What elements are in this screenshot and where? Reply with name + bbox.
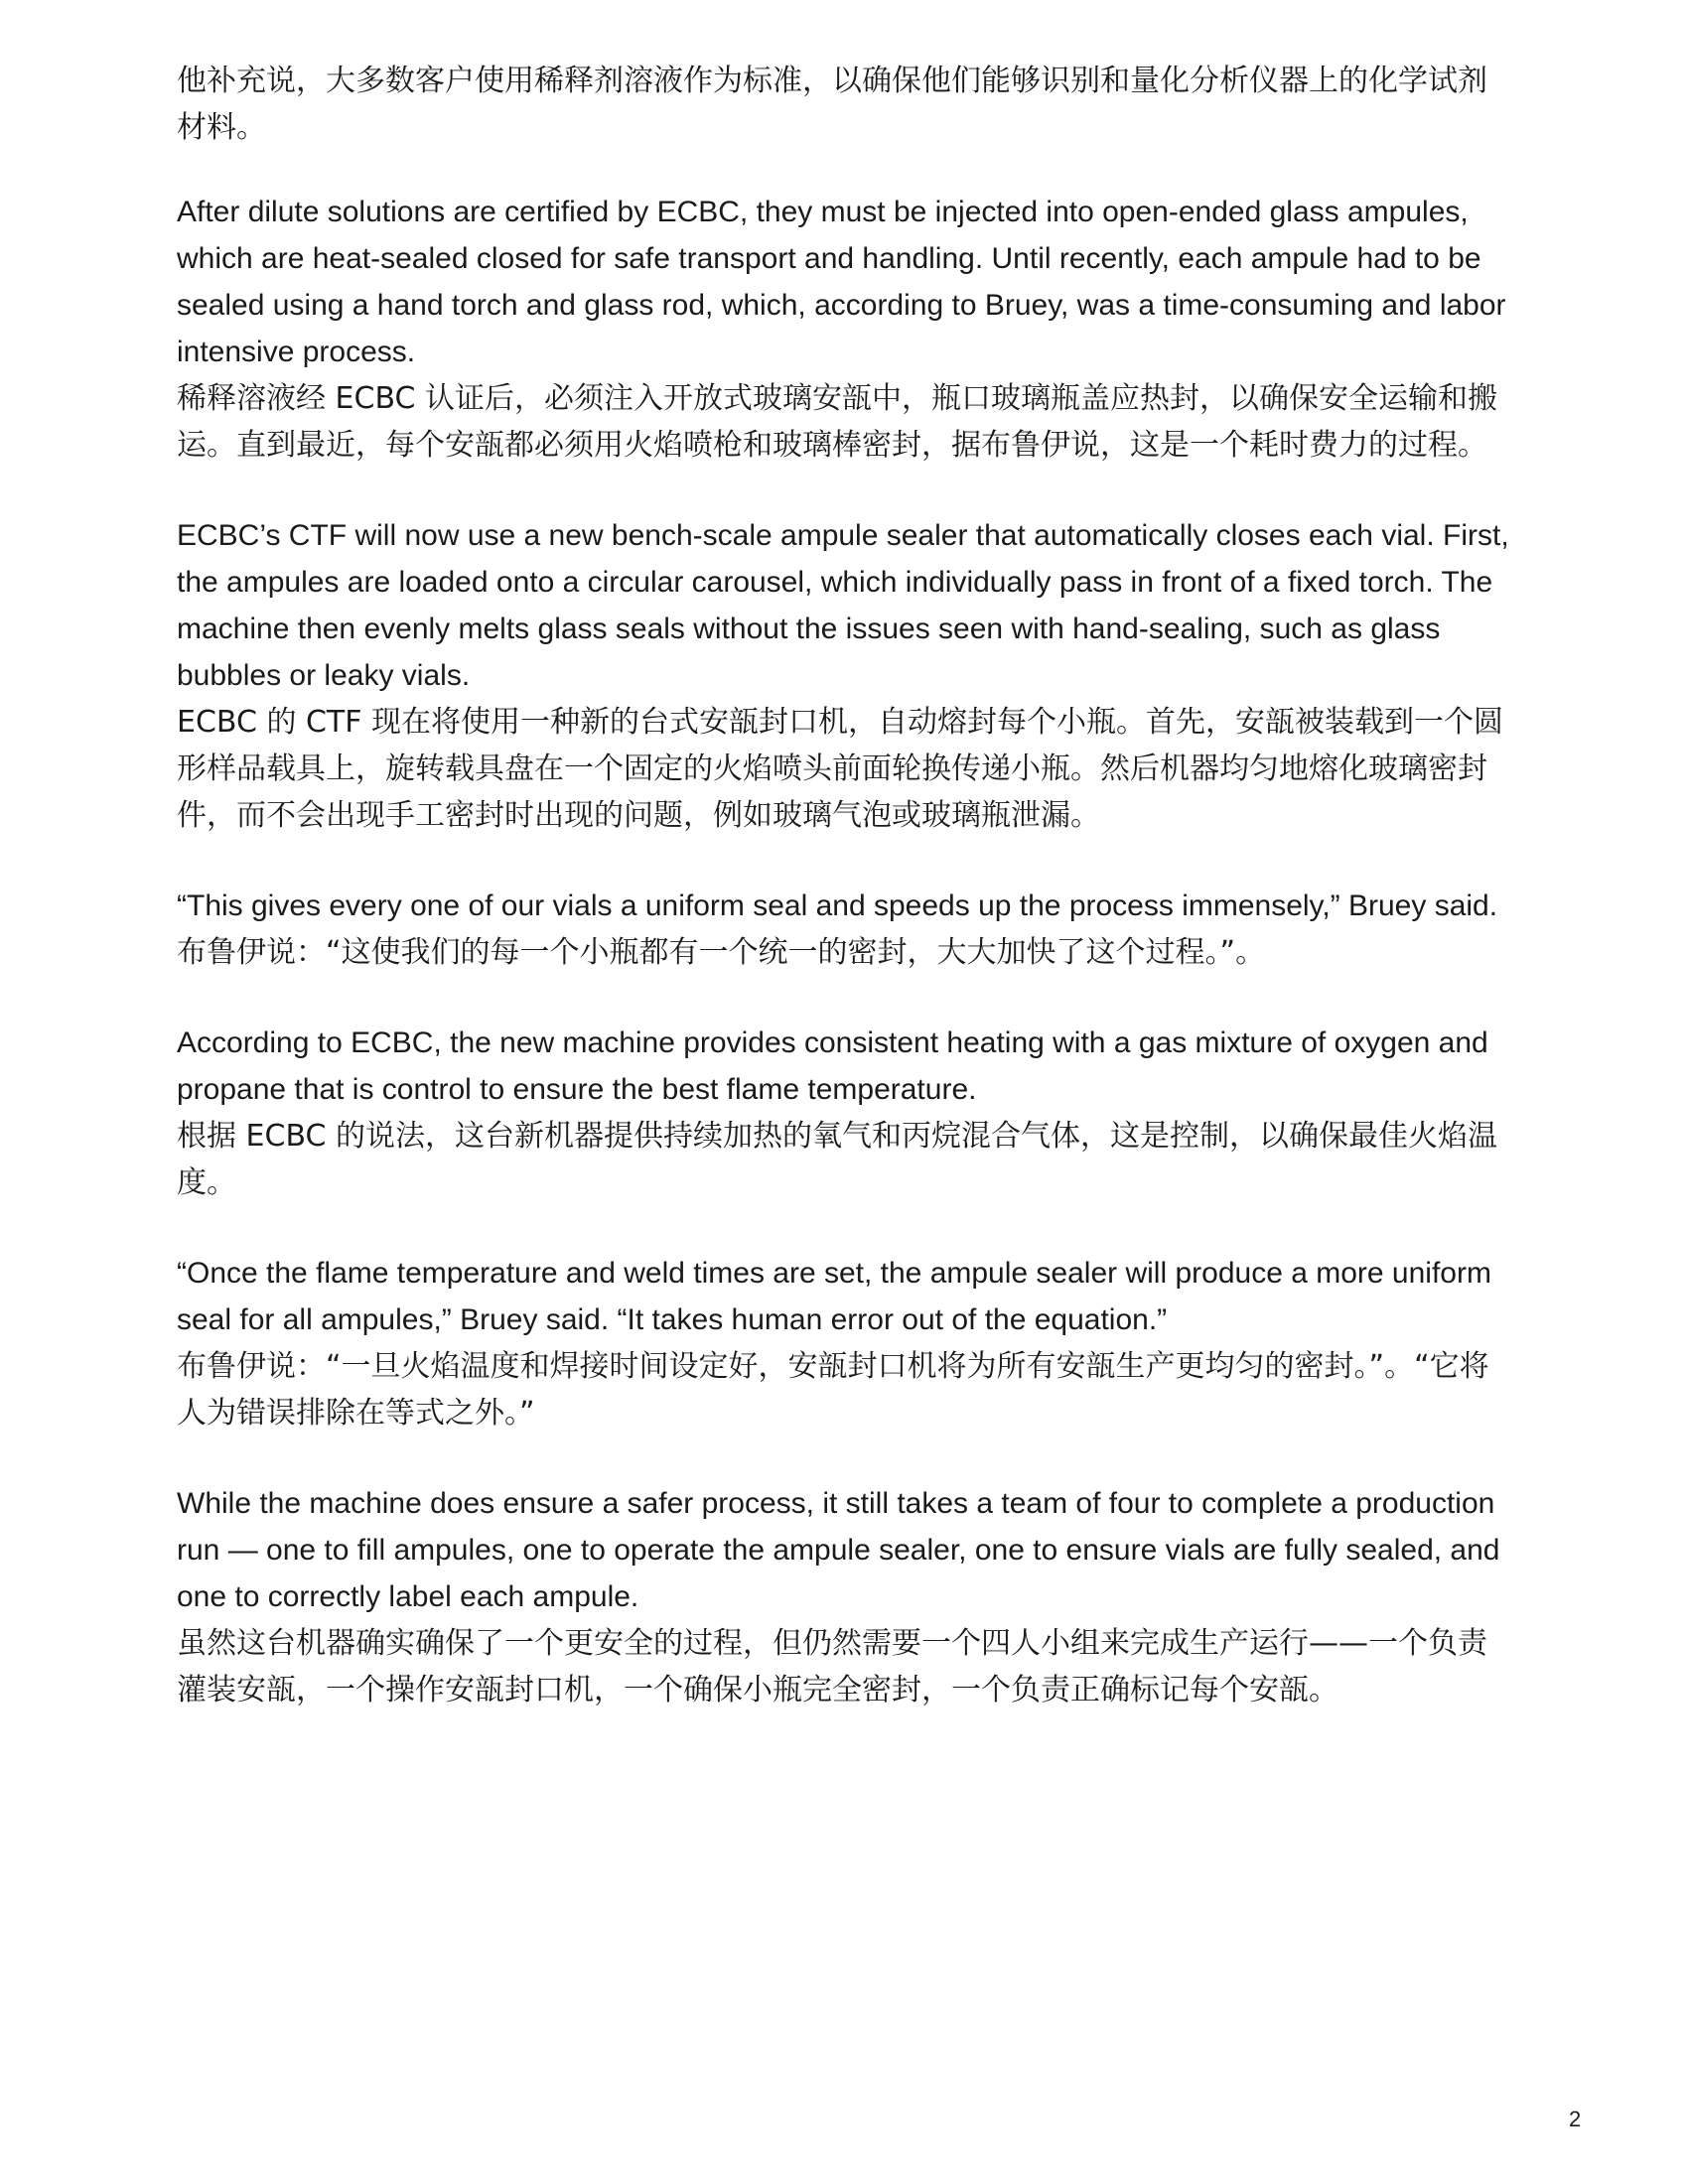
paragraph-2 [177, 512, 1512, 839]
paragraph-en: “Once the flame temperature and weld times are set, the ampule sealer will produce a more uniform seal for all ampules,” Bruey said. “It takes human error out of the equation.” [177, 1257, 1491, 1336]
paragraph-4 [177, 1020, 1512, 1206]
paragraph-5 [177, 1250, 1512, 1436]
paragraph-en: After dilute solutions are certified by ECBC, they must be injected into open-ended glass ampules, which are heat-sealed closed for safe transport and handling. Until recently, each ampule had to be sealed using a hand torch and glass rod, which, according to Bruey, was a time-consuming and labor intensive process. [177, 196, 1506, 368]
paragraph-zh: 他补充说，大多数客户使用稀释剂溶液作为标准，以确保他们能够识别和量化分析仪器上的化学试剂材料。 [177, 64, 1487, 145]
paragraph-zh: ECBC 的 CTF 现在将使用一种新的台式安瓿封口机，自动熔封每个小瓶。首先，安瓿被装载到一个圆形样品载具上，旋转载具盘在一个固定的火焰喷头前面轮换传递小瓶。然后机器均匀地熔化玻璃密封件，而不会出现手工密封时出现的问题，例如玻璃气泡或玻璃瓶泄漏。 [177, 705, 1504, 833]
document-body [177, 58, 1512, 1757]
paragraph-en: According to ECBC, the new machine provides consistent heating with a gas mixture of oxygen and propane that is control to ensure the best flame temperature. [177, 1026, 1488, 1106]
paragraph-zh: 虽然这台机器确实确保了一个更安全的过程，但仍然需要一个四人小组来完成生产运行——一个负责灌装安瓿，一个操作安瓿封口机，一个确保小瓶完全密封，一个负责正确标记每个安瓿。 [177, 1626, 1487, 1707]
paragraph-6 [177, 1480, 1512, 1713]
paragraph-zh: 布鲁伊说：“这使我们的每一个小瓶都有一个统一的密封，大大加快了这个过程。”。 [177, 935, 1266, 970]
page-number: 2 [1569, 2107, 1582, 2131]
paragraph-en: “This gives every one of our vials a uniform seal and speeds up the process immensely,” Bruey said. [177, 889, 1498, 922]
paragraph-zh: 稀释溶液经 ECBC 认证后，必须注入开放式玻璃安瓿中，瓶口玻璃瓶盖应热封，以确保安全运输和搬运。直到最近，每个安瓿都必须用火焰喷枪和玻璃棒密封，据布鲁伊说，这是一个耗时费力的过程。 [177, 381, 1497, 463]
paragraph-zh: 根据 ECBC 的说法，这台新机器提供持续加热的氧气和丙烷混合气体，这是控制，以确保最佳火焰温度。 [177, 1119, 1497, 1200]
paragraph-0 [177, 58, 1512, 151]
paragraph-3 [177, 883, 1512, 976]
paragraph-en: ECBC’s CTF will now use a new bench-scale ampule sealer that automatically closes each vial. First, the ampules are loaded onto a circular carousel, which individually pass in front of a fixed torch. The machine then evenly melts glass seals without the issues seen with hand-sealing, such as glass bubbles or leaky vials. [177, 519, 1509, 692]
paragraph-en: While the machine does ensure a safer process, it still takes a team of four to complete a production run — one to fill ampules, one to operate the ampule sealer, one to ensure vials are fully sealed, and one to correctly label each ampule. [177, 1487, 1500, 1613]
paragraph-zh: 布鲁伊说：“一旦火焰温度和焊接时间设定好，安瓿封口机将为所有安瓿生产更均匀的密封。”。“它将人为错误排除在等式之外。” [177, 1349, 1489, 1431]
paragraph-1 [177, 189, 1512, 469]
